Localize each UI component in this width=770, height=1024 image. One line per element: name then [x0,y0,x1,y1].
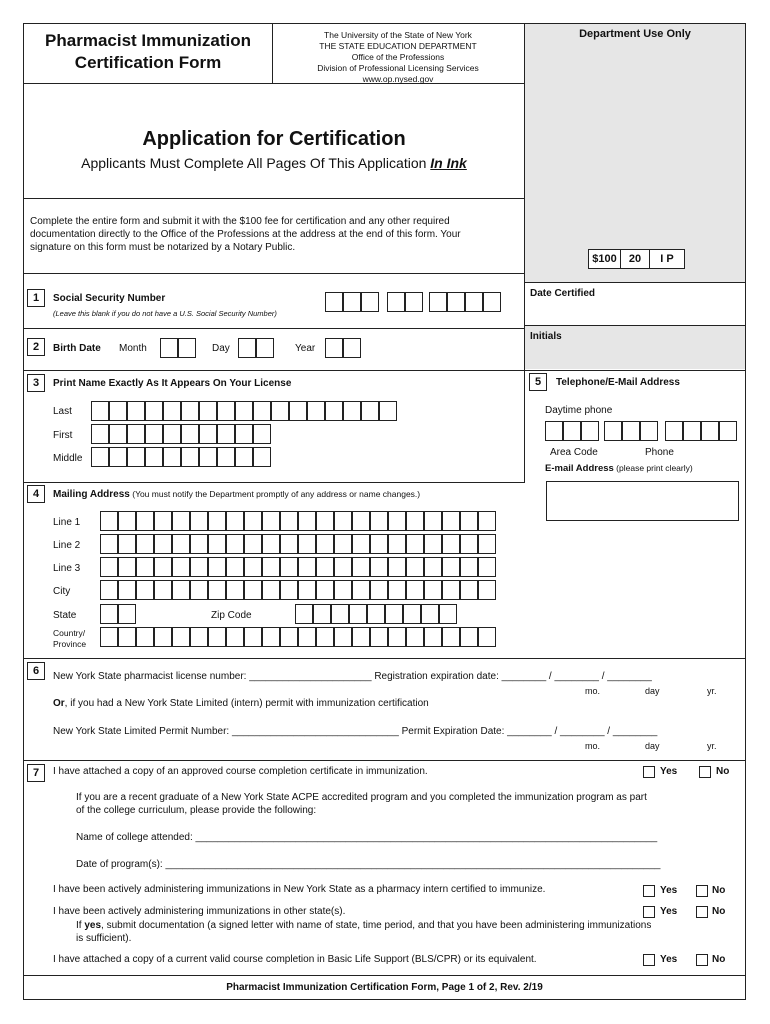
char-box[interactable] [334,557,352,577]
ssn-input[interactable] [325,292,505,314]
char-box[interactable] [127,401,145,421]
state-input[interactable] [100,604,137,626]
phone-label: Phone [645,447,674,458]
char-box[interactable] [331,604,349,624]
char-box[interactable] [352,557,370,577]
line3-label: Line 3 [53,563,81,574]
char-box[interactable] [118,534,136,554]
char-box[interactable] [370,627,388,647]
char-box[interactable] [385,604,403,624]
char-box[interactable] [145,447,163,467]
q4-yes-label: Yes [660,954,678,965]
mo-label-2: mo. [585,741,601,751]
char-box[interactable] [343,401,361,421]
q2-yes-label: Yes [660,885,678,896]
char-box[interactable] [280,580,298,600]
section-5-number: 5 [529,373,547,391]
section-2-number: 2 [27,338,45,356]
char-box[interactable] [145,401,163,421]
char-box[interactable] [421,604,439,624]
char-box[interactable] [163,424,181,444]
section-3-number: 3 [27,374,45,392]
fee-amount: $100 [588,249,621,269]
char-box[interactable] [244,580,262,600]
city-label: City [53,586,71,597]
dept-use-area [525,24,745,282]
char-box[interactable] [172,580,190,600]
zip-input[interactable] [295,604,458,626]
char-box[interactable] [172,627,190,647]
birth-day-input[interactable] [238,338,274,360]
char-box[interactable] [563,421,581,441]
country-label: Country/ Province [53,628,87,649]
char-box[interactable] [361,401,379,421]
char-box[interactable] [163,401,181,421]
char-box[interactable] [367,604,385,624]
char-box[interactable] [379,401,397,421]
char-box[interactable] [334,534,352,554]
char-box[interactable] [91,424,109,444]
char-box[interactable] [253,401,271,421]
char-box[interactable] [388,511,406,531]
char-box[interactable] [127,447,145,467]
char-box[interactable] [262,557,280,577]
q1-yes-label: Yes [660,766,678,777]
instructions: Complete the entire form and submit it with the $100 fee for certification and any other required documentation directly to the Office of the Professions at the address at the end of this form. Your signature on this form must be notarized by a Notary Public. [30,216,461,253]
char-box[interactable] [424,557,442,577]
char-box[interactable] [244,557,262,577]
q1-yes-checkbox[interactable] [643,766,655,778]
char-box[interactable] [439,604,457,624]
middle-name-label: Middle [53,453,83,464]
char-box[interactable] [244,534,262,554]
char-box[interactable] [316,534,334,554]
char-box[interactable] [352,534,370,554]
birth-month-input[interactable] [160,338,196,360]
section-6-number: 6 [27,662,45,680]
char-box[interactable] [262,580,280,600]
char-box[interactable] [100,534,118,554]
grad-text: If you are a recent graduate of a New York State ACPE accredited program and you completed the immunization program as part of the college curriculum, please provide the following: [76,792,647,816]
last-name-input[interactable] [91,401,398,423]
page-footer: Pharmacist Immunization Certification Form, Page 1 of 2, Rev. 2/19 [226,982,543,993]
char-box[interactable] [316,557,334,577]
char-box[interactable] [298,557,316,577]
initials-label: Initials [530,331,562,342]
char-box[interactable] [172,534,190,554]
char-box[interactable] [181,424,199,444]
char-box[interactable] [145,424,163,444]
char-box[interactable] [100,604,118,624]
char-box[interactable] [154,557,172,577]
char-box[interactable] [226,627,244,647]
yr-label-1: yr. [707,686,717,696]
char-box[interactable] [298,580,316,600]
address-line2-input[interactable] [100,534,497,556]
char-box[interactable] [280,627,298,647]
char-box[interactable] [226,511,244,531]
char-box[interactable] [406,627,424,647]
char-box[interactable] [424,627,442,647]
email-label: E-mail Address (please print clearly) [545,463,693,474]
char-box[interactable] [280,511,298,531]
char-box[interactable] [298,627,316,647]
char-box[interactable] [316,511,334,531]
char-box[interactable] [370,557,388,577]
char-box[interactable] [208,580,226,600]
q4-text: I have attached a copy of a current valid course completion in Basic Life Support (BLS/CPR) or its equivalent. [53,954,537,965]
char-box[interactable] [370,511,388,531]
email-input[interactable] [546,481,739,521]
day-label-2: day [645,741,660,751]
char-box[interactable] [190,580,208,600]
ssn-note: (Leave this blank if you do not have a U.S. Social Security Number) [53,309,277,318]
permit-number-line[interactable]: New York State Limited Permit Number: ______________________________ Permit Expiration Date: ________ / ________ / ________ [53,726,658,737]
q2-text: I have been actively administering immunizations in New York State as a pharmacy intern certified to immunize. [53,884,546,895]
char-box[interactable] [136,627,154,647]
char-box[interactable] [478,534,496,554]
char-box[interactable] [262,511,280,531]
telephone-label: Telephone/E-Mail Address [556,377,680,388]
char-box[interactable] [109,424,127,444]
char-box[interactable] [298,511,316,531]
day-label-1: day [645,686,660,696]
char-box[interactable] [208,511,226,531]
q3-text: I have been actively administering immunizations in other state(s). [53,906,346,917]
q3-no-label: No [712,906,726,917]
char-box[interactable] [406,534,424,554]
name-label: Print Name Exactly As It Appears On Your License [53,378,292,389]
char-box[interactable] [217,447,235,467]
char-box[interactable] [478,557,496,577]
area-code-label: Area Code [550,447,598,458]
char-box[interactable] [352,627,370,647]
char-box[interactable] [388,580,406,600]
char-box[interactable] [370,580,388,600]
char-box[interactable] [163,447,181,467]
char-box[interactable] [91,401,109,421]
char-box[interactable] [460,580,478,600]
char-box[interactable] [253,424,271,444]
char-box[interactable] [136,534,154,554]
first-name-label: First [53,430,73,441]
country-input[interactable] [100,627,497,649]
char-box[interactable] [307,401,325,421]
char-box[interactable] [244,627,262,647]
char-box[interactable] [235,424,253,444]
q3-yes-checkbox[interactable] [643,906,655,918]
char-box[interactable] [190,627,208,647]
char-box[interactable] [235,447,253,467]
agency-block: The University of the State of New York THE STATE EDUCATION DEPARTMENT Office of the Professions Division of Professional Licensing Services www.op.nysed.gov [317,30,479,84]
char-box[interactable] [442,511,460,531]
middle-name-input[interactable] [91,447,272,469]
char-box[interactable] [325,401,343,421]
char-box[interactable] [208,557,226,577]
char-box[interactable] [100,511,118,531]
char-box[interactable] [181,447,199,467]
char-box[interactable] [109,447,127,467]
char-box[interactable] [100,557,118,577]
char-box[interactable] [190,557,208,577]
char-box[interactable] [100,627,118,647]
char-box[interactable] [136,580,154,600]
char-box[interactable] [172,557,190,577]
char-box[interactable] [271,401,289,421]
char-box[interactable] [154,511,172,531]
char-box[interactable] [226,580,244,600]
mo-label-1: mo. [585,686,601,696]
char-box[interactable] [244,511,262,531]
char-box[interactable] [352,511,370,531]
application-subtitle: Applicants Must Complete All Pages Of This Application In Ink [81,155,467,171]
q1-no-label: No [716,766,730,777]
address-line3-input[interactable] [100,557,497,579]
daytime-label: Daytime phone [545,405,613,416]
section-4-number: 4 [27,485,45,503]
phone-input[interactable] [604,421,740,443]
char-box[interactable] [262,534,280,554]
application-title: Application for Certification [142,128,406,150]
char-box[interactable] [581,421,599,441]
char-box[interactable] [334,580,352,600]
char-box[interactable] [235,401,253,421]
section-7-number: 7 [27,764,45,782]
q4-no-checkbox[interactable] [696,954,708,966]
q2-no-checkbox[interactable] [696,885,708,897]
mailing-label: Mailing Address (You must notify the Department promptly of any address or name changes.) [53,489,421,500]
char-box[interactable] [154,534,172,554]
char-box[interactable] [280,557,298,577]
q3-no-checkbox[interactable] [696,906,708,918]
char-box[interactable] [118,580,136,600]
birth-year-input[interactable] [325,338,361,360]
q2-yes-checkbox[interactable] [643,885,655,897]
char-box[interactable] [316,627,334,647]
char-box[interactable] [295,604,313,624]
char-box[interactable] [334,627,352,647]
char-box[interactable] [118,627,136,647]
char-box[interactable] [313,604,331,624]
char-box[interactable] [478,580,496,600]
q4-no-label: No [712,954,726,965]
first-name-input[interactable] [91,424,272,446]
address-line1-input[interactable] [100,511,497,533]
line2-label: Line 2 [53,540,81,551]
char-box[interactable] [545,421,563,441]
char-box[interactable] [370,534,388,554]
char-box[interactable] [199,401,217,421]
char-box[interactable] [226,557,244,577]
char-box[interactable] [118,557,136,577]
last-name-label: Last [53,406,72,417]
license-number-line[interactable]: New York State pharmacist license number: ______________________ Registration expiration date: ________ / ________ / ________ [53,671,652,682]
char-box[interactable] [199,447,217,467]
char-box[interactable] [388,627,406,647]
char-box[interactable] [118,511,136,531]
char-box[interactable] [334,511,352,531]
q4-yes-checkbox[interactable] [643,954,655,966]
char-box[interactable] [217,424,235,444]
program-date-line[interactable]: Date of program(s): _________________________________________________________________________________________ [76,859,661,870]
char-box[interactable] [100,580,118,600]
char-box[interactable] [442,534,460,554]
char-box[interactable] [190,534,208,554]
char-box[interactable] [460,557,478,577]
char-box[interactable] [349,604,367,624]
q2-no-label: No [712,885,726,896]
limited-permit-note: Or, if you had a New York State Limited (intern) permit with immunization certification [53,698,429,709]
char-box[interactable] [226,534,244,554]
char-box[interactable] [199,424,217,444]
ssn-label: Social Security Number [53,293,166,304]
char-box[interactable] [478,627,496,647]
birth-date-label: Birth Date [53,343,101,354]
zip-label: Zip Code [211,610,252,621]
fee-type: I P [649,249,685,269]
char-box[interactable] [406,557,424,577]
char-box[interactable] [388,557,406,577]
char-box[interactable] [208,534,226,554]
college-line[interactable]: Name of college attended: ___________________________________________________________________________________ [76,832,658,843]
char-box[interactable] [424,580,442,600]
char-box[interactable] [424,534,442,554]
fee-code: 20 [620,249,650,269]
char-box[interactable] [406,580,424,600]
char-box[interactable] [460,511,478,531]
state-label: State [53,610,77,621]
q3-yes-label: Yes [660,906,678,917]
char-box[interactable] [406,511,424,531]
char-box[interactable] [154,627,172,647]
char-box[interactable] [442,580,460,600]
q1-text: I have attached a copy of an approved course completion certificate in immunization. [53,766,428,777]
char-box[interactable] [388,534,406,554]
q1-no-checkbox[interactable] [699,766,711,778]
day-label: Day [212,343,230,354]
char-box[interactable] [280,534,298,554]
char-box[interactable] [460,627,478,647]
char-box[interactable] [262,627,280,647]
char-box[interactable] [136,557,154,577]
year-label: Year [295,343,316,354]
char-box[interactable] [478,511,496,531]
area-code-input[interactable] [545,421,600,443]
char-box[interactable] [208,627,226,647]
form-title: Pharmacist Immunization Certification Form [45,31,251,72]
char-box[interactable] [136,511,154,531]
line1-label: Line 1 [53,517,81,528]
q3-detail: If yes, submit documentation (a signed letter with name of state, time period, and that you have been administering immunizations is sufficient). [76,920,652,944]
char-box[interactable] [442,627,460,647]
char-box[interactable] [352,580,370,600]
char-box[interactable] [289,401,307,421]
city-input[interactable] [100,580,497,602]
char-box[interactable] [217,401,235,421]
char-box[interactable] [118,604,136,624]
char-box[interactable] [109,401,127,421]
date-certified-label: Date Certified [530,288,596,299]
char-box[interactable] [181,401,199,421]
char-box[interactable] [253,447,271,467]
char-box[interactable] [91,447,109,467]
section-1-number: 1 [27,289,45,307]
yr-label-2: yr. [707,741,717,751]
dept-use-label: Department Use Only [579,28,691,40]
char-box[interactable] [403,604,421,624]
char-box[interactable] [172,511,190,531]
month-label: Month [119,343,147,354]
char-box[interactable] [298,534,316,554]
char-box[interactable] [460,534,478,554]
char-box[interactable] [316,580,334,600]
char-box[interactable] [424,511,442,531]
char-box[interactable] [154,580,172,600]
char-box[interactable] [190,511,208,531]
char-box[interactable] [127,424,145,444]
char-box[interactable] [442,557,460,577]
